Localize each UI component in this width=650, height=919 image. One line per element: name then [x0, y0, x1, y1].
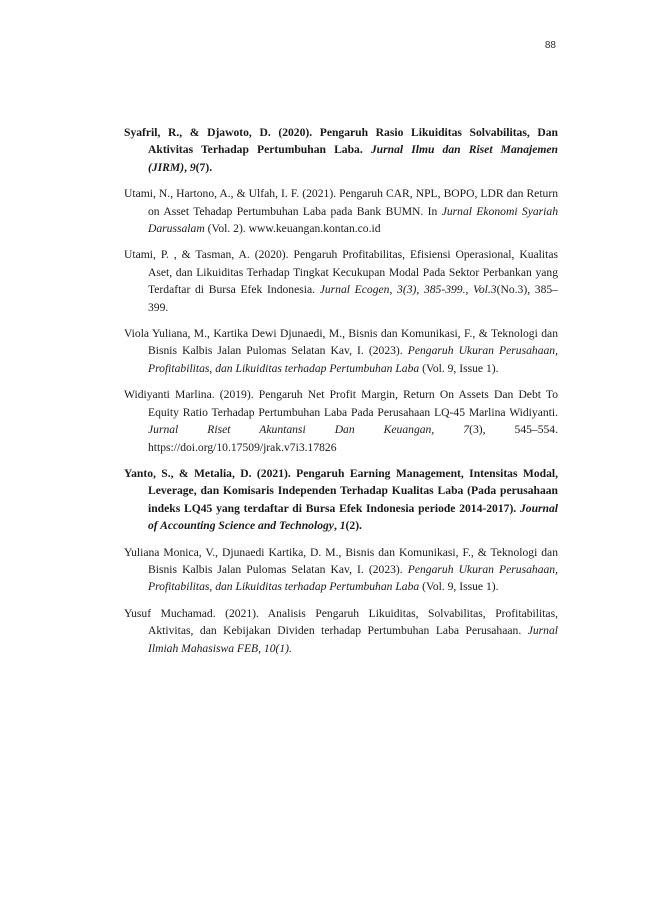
reference-text: ,: [431, 423, 464, 437]
reference-text: (Vol. 2). www.keuangan.kontan.co.id: [204, 222, 381, 236]
reference-entry: [124, 325, 558, 377]
reference-source-italic: Jurnal Ilmu dan Riset Manajemen (JIRM): [148, 143, 558, 174]
reference-entry: [124, 246, 558, 316]
reference-text: (3), 545–554. https://doi.org/10.17509/jrak.v7i3.17826: [148, 423, 558, 454]
reference-text: Yuliana Monica, V., Djunaedi Kartika, D. M., Bisnis dan Komunikasi, F., & Teknologi dan Bisnis Kalbis Jalan Pulomas Selatan Kav, I. (2023).: [124, 545, 558, 576]
reference-entry: [124, 544, 558, 596]
reference-text: Viola Yuliana, M., Kartika Dewi Djunaedi, M., Bisnis dan Komunikasi, F., & Teknologi dan Bisnis Kalbis Jalan Pulomas Selatan Kav, I. (2023).: [124, 327, 558, 358]
reference-text: (No.3), 385–399.: [148, 283, 558, 314]
reference-text: (7).: [195, 160, 213, 174]
reference-entry: [124, 465, 558, 535]
reference-text: Utami, P. , & Tasman, A. (2020). Pengaruh Profitabilitas, Efisiensi Operasional, Kualitas Aset, dan Likuiditas Terhadap Tingkat Kecukupan Modal Pada Sektor Perbankan yang Terdaftar di Bursa Efek Indonesia.: [124, 248, 558, 297]
reference-source-italic: Jurnal Ecogen, 3(3), 385-399., Vol.3: [319, 283, 497, 297]
reference-source-italic: Pengaruh Ukuran Perusahaan, Profitabilitas, dan Likuiditas terhadap Pertumbuhan Laba: [148, 562, 558, 594]
reference-list: [124, 124, 558, 666]
reference-text: ,: [184, 160, 190, 174]
reference-text: ,: [333, 519, 340, 533]
reference-source-italic: Pengaruh Ukuran Perusahaan, Profitabilitas, dan Likuiditas terhadap Pertumbuhan Laba: [148, 344, 558, 375]
reference-entry: [124, 605, 558, 657]
reference-entry: [124, 386, 558, 456]
reference-source-italic: Jurnal Riset Akuntansi Dan Keuangan: [148, 423, 432, 437]
reference-text: Widiyanti Marlina. (2019). Pengaruh Net Profit Margin, Return On Assets Dan Debt To Equity Ratio Terhadap Pertumbuhan Laba Pada Perusahaan LQ-45 Marlina Widiyanti.: [124, 388, 558, 419]
reference-text: (2).: [345, 519, 362, 533]
reference-text: (Vol. 9, Issue 1).: [419, 580, 499, 594]
reference-text: Yanto, S., & Metalia, D. (2021). Pengaruh Earning Management, Intensitas Modal, Leverage, dan Komisaris Independen Terhadap Kualitas Laba (Pada perusahaan indeks LQ45 yang terdaftar di Bursa Efek Indonesia periode 2014-2017).: [124, 466, 558, 515]
reference-source-italic: 1: [339, 519, 346, 533]
page-number: 88: [544, 40, 556, 51]
reference-source-italic: 9: [189, 160, 196, 174]
reference-source-italic: Jurnal Ekonomi Syariah Darussalam: [148, 204, 558, 236]
reference-source-italic: Journal of Accounting Science and Technology: [148, 501, 558, 533]
reference-source-italic: 7: [463, 423, 470, 437]
reference-text: Syafril, R., & Djawoto, D. (2020). Pengaruh Rasio Likuiditas Solvabilitas, Dan Aktivitas Terhadap Pertumbuhan Laba.: [124, 126, 558, 157]
reference-source-italic: Jurnal Ilmiah Mahasiswa FEB, 10(1).: [148, 624, 558, 655]
reference-text: (Vol. 9, Issue 1).: [419, 361, 499, 375]
reference-text: Yusuf Muchamad. (2021). Analisis Pengaruh Likuiditas, Solvabilitas, Profitabilitas, Aktivitas, dan Kebijakan Dividen terhadap Pertumbuhan Laba Perusahaan.: [124, 606, 558, 638]
reference-entry: [124, 185, 558, 237]
reference-entry: [124, 124, 558, 176]
reference-text: Utami, N., Hartono, A., & Ulfah, I. F. (2021). Pengaruh CAR, NPL, BOPO, LDR dan Return on Asset Tehadap Pertumbuhan Laba pada Bank BUMN. In: [124, 187, 558, 218]
